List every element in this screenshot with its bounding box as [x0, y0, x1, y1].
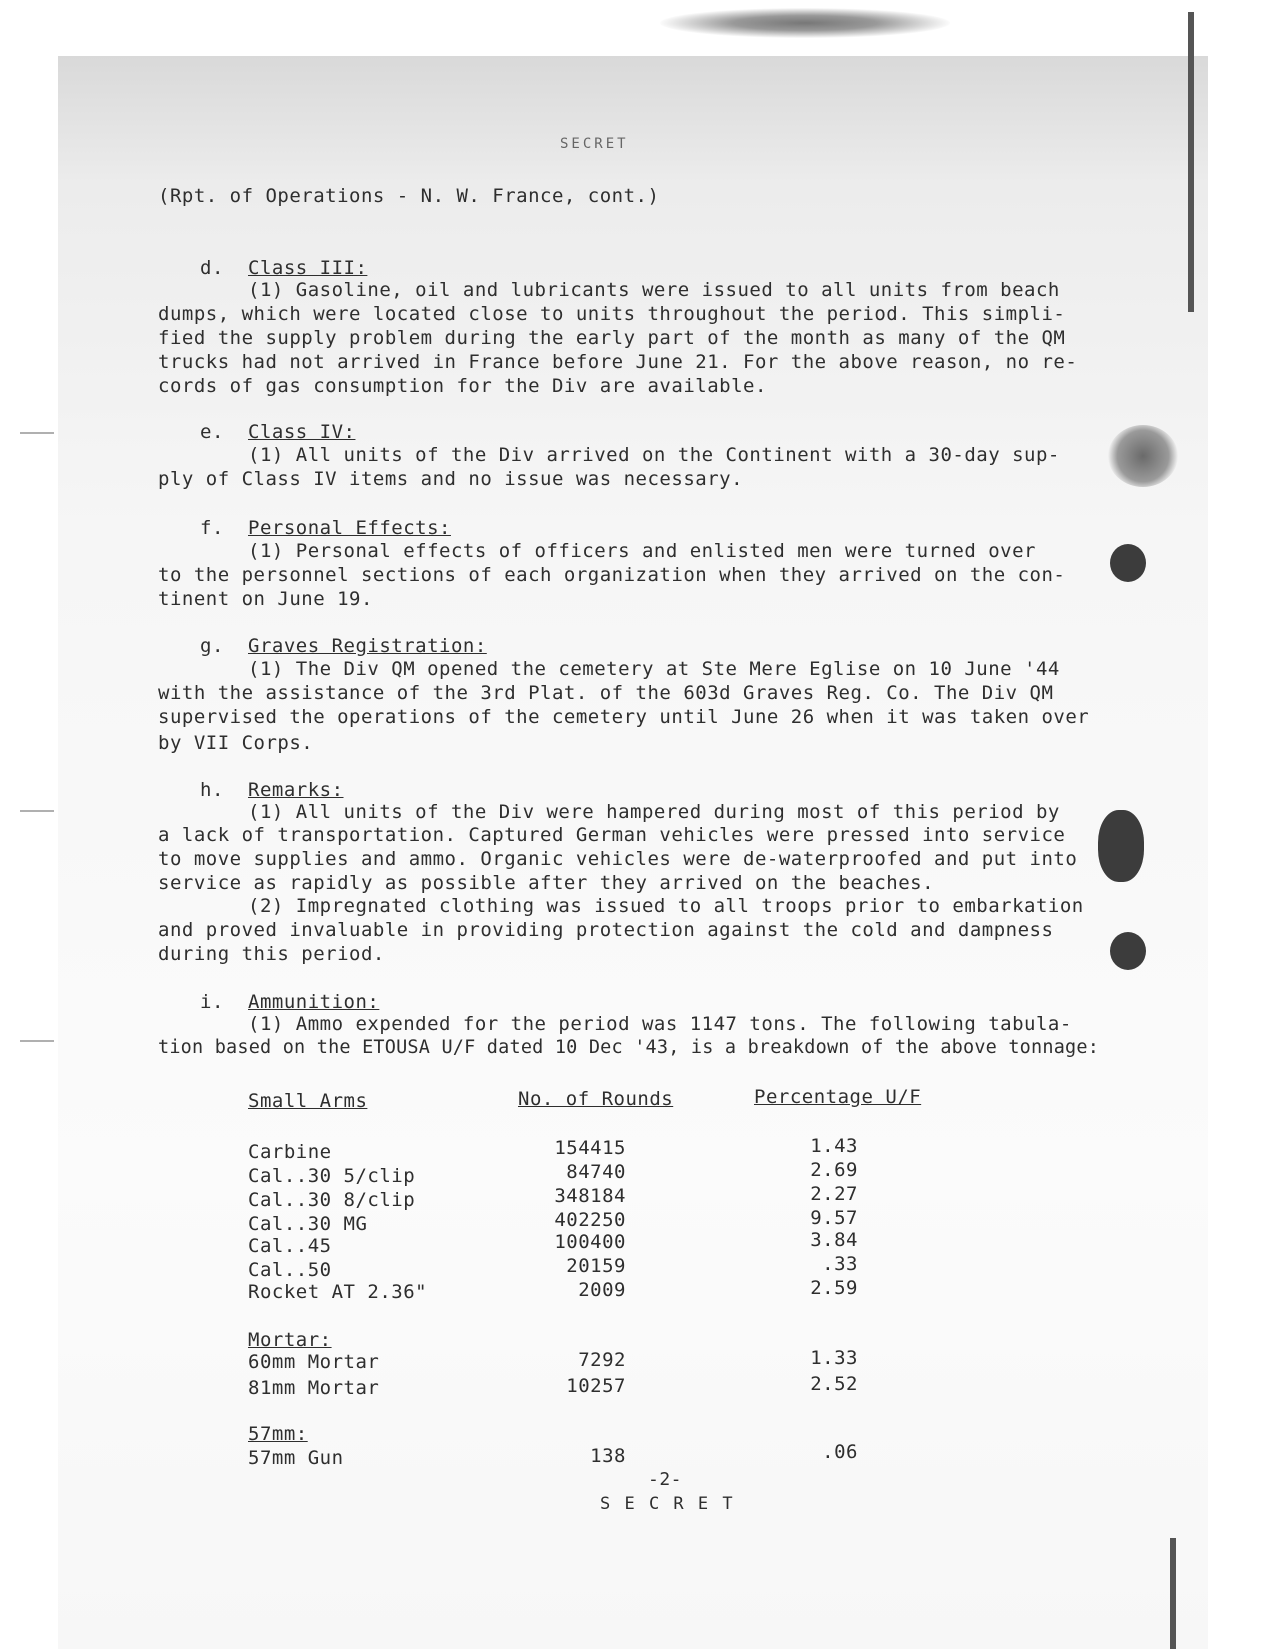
- table-group-heading: Mortar:: [248, 1329, 332, 1351]
- section-title: Remarks:: [248, 779, 344, 801]
- table-cell-item: Cal..30 MG: [248, 1213, 368, 1235]
- paragraph-line: (1) All units of the Div were hampered during most of this period by: [248, 801, 1060, 823]
- paragraph-line: a lack of transportation. Captured German vehicles were pressed into service: [158, 824, 1066, 846]
- section-letter: f.: [200, 517, 224, 539]
- table-cell-item: Cal..50: [248, 1259, 332, 1281]
- section-letter: h.: [200, 779, 224, 801]
- section-letter: d.: [200, 257, 224, 279]
- table-cell-rounds: 2009: [578, 1279, 626, 1301]
- table-cell-rounds: 348184: [554, 1185, 626, 1207]
- paragraph-line: tinent on June 19.: [158, 588, 373, 610]
- report-header: (Rpt. of Operations - N. W. France, cont.): [158, 185, 660, 207]
- section-letter: i.: [200, 991, 224, 1013]
- paragraph-line: during this period.: [158, 943, 385, 965]
- col-header-small-arms: Small Arms: [248, 1090, 368, 1112]
- table-cell-percentage: .33: [822, 1253, 858, 1275]
- col-header-rounds: No. of Rounds: [518, 1088, 674, 1110]
- paragraph-line: dumps, which were located close to units throughout the period. This simpli-: [158, 303, 1066, 325]
- paragraph-line: (1) Gasoline, oil and lubricants were issued to all units from beach: [248, 279, 1060, 301]
- table-cell-rounds: 84740: [566, 1161, 626, 1183]
- table-cell-rounds: 10257: [566, 1375, 626, 1397]
- binder-mark: [20, 1040, 54, 1042]
- table-cell-percentage: 1.33: [810, 1347, 858, 1369]
- section-title: Personal Effects:: [248, 517, 451, 539]
- section-title: Class IV:: [248, 421, 356, 443]
- section-title: Ammunition:: [248, 991, 380, 1013]
- binder-mark: [20, 810, 54, 812]
- paragraph-line: (1) Ammo expended for the period was 1147 tons. The following tabula-: [248, 1013, 1072, 1035]
- bottom-edge-shadow: [1170, 1538, 1176, 1649]
- table-cell-item: 81mm Mortar: [248, 1377, 380, 1399]
- top-stamp: SECRET: [560, 136, 629, 152]
- table-cell-percentage: 2.52: [810, 1373, 858, 1395]
- top-smudge: [660, 8, 950, 38]
- page-number: -2-: [648, 1469, 683, 1490]
- paragraph-line: fied the supply problem during the early part of the month as many of the QM: [158, 327, 1066, 349]
- section-letter: e.: [200, 421, 224, 443]
- paragraph-line: (1) Personal effects of officers and enlisted men were turned over: [248, 540, 1036, 562]
- paragraph-line: to the personnel sections of each organization when they arrived on the con-: [158, 564, 1066, 586]
- table-cell-percentage: 9.57: [810, 1207, 858, 1229]
- paragraph-line: with the assistance of the 3rd Plat. of the 603d Graves Reg. Co. The Div QM: [158, 682, 1054, 704]
- paragraph-line: by VII Corps.: [158, 732, 314, 754]
- table-cell-rounds: 154415: [554, 1137, 626, 1159]
- table-cell-item: 60mm Mortar: [248, 1351, 380, 1373]
- paragraph-line: trucks had not arrived in France before June 21. For the above reason, no re-: [158, 351, 1078, 373]
- table-cell-percentage: .06: [822, 1441, 858, 1463]
- punch-hole: [1110, 932, 1146, 970]
- table-cell-rounds: 100400: [554, 1231, 626, 1253]
- table-cell-percentage: 2.69: [810, 1159, 858, 1181]
- table-cell-item: Cal..30 8/clip: [248, 1189, 416, 1211]
- table-cell-percentage: 2.59: [810, 1277, 858, 1299]
- table-cell-percentage: 1.43: [810, 1135, 858, 1157]
- paragraph-line: (2) Impregnated clothing was issued to all troops prior to embarkation: [248, 895, 1084, 917]
- section-title: Class III:: [248, 257, 368, 279]
- table-cell-item: Carbine: [248, 1141, 332, 1163]
- right-edge-shadow: [1188, 12, 1194, 312]
- paragraph-line: cords of gas consumption for the Div are available.: [158, 375, 767, 397]
- paragraph-line: service as rapidly as possible after they arrived on the beaches.: [158, 872, 935, 894]
- table-cell-item: Rocket AT 2.36": [248, 1281, 428, 1303]
- table-cell-item: Cal..45: [248, 1235, 332, 1257]
- paragraph-line: (1) The Div QM opened the cemetery at Ste Mere Eglise on 10 June '44: [248, 658, 1060, 680]
- col-header-percentage: Percentage U/F: [754, 1086, 922, 1108]
- section-title: Graves Registration:: [248, 635, 487, 657]
- paragraph-line: and proved invaluable in providing protection against the cold and dampness: [158, 919, 1054, 941]
- paragraph-line: (1) All units of the Div arrived on the Continent with a 30-day sup-: [248, 444, 1060, 466]
- table-group-heading: 57mm:: [248, 1423, 308, 1445]
- table-cell-rounds: 20159: [566, 1255, 626, 1277]
- paragraph-line: supervised the operations of the cemetery until June 26 when it was taken over: [158, 706, 1090, 728]
- table-cell-item: Cal..30 5/clip: [248, 1165, 416, 1187]
- table-cell-rounds: 402250: [554, 1209, 626, 1231]
- section-letter: g.: [200, 635, 224, 657]
- table-cell-percentage: 2.27: [810, 1183, 858, 1205]
- table-cell-rounds: 7292: [578, 1349, 626, 1371]
- paragraph-line: to move supplies and ammo. Organic vehicles were de-waterproofed and put into: [158, 848, 1078, 870]
- paragraph-line: ply of Class IV items and no issue was necessary.: [158, 468, 744, 490]
- paragraph-line: tion based on the ETOUSA U/F dated 10 Dec '43, is a breakdown of the above tonnage:: [158, 1037, 1100, 1058]
- punch-hole-faded: [1108, 425, 1178, 487]
- table-cell-rounds: 138: [590, 1445, 626, 1467]
- binder-mark: [20, 432, 54, 434]
- table-cell-item: 57mm Gun: [248, 1447, 344, 1469]
- punch-hole: [1110, 544, 1146, 582]
- punch-hole: [1098, 810, 1144, 882]
- table-cell-percentage: 3.84: [810, 1229, 858, 1251]
- footer-classification: S E C R E T: [600, 1494, 735, 1514]
